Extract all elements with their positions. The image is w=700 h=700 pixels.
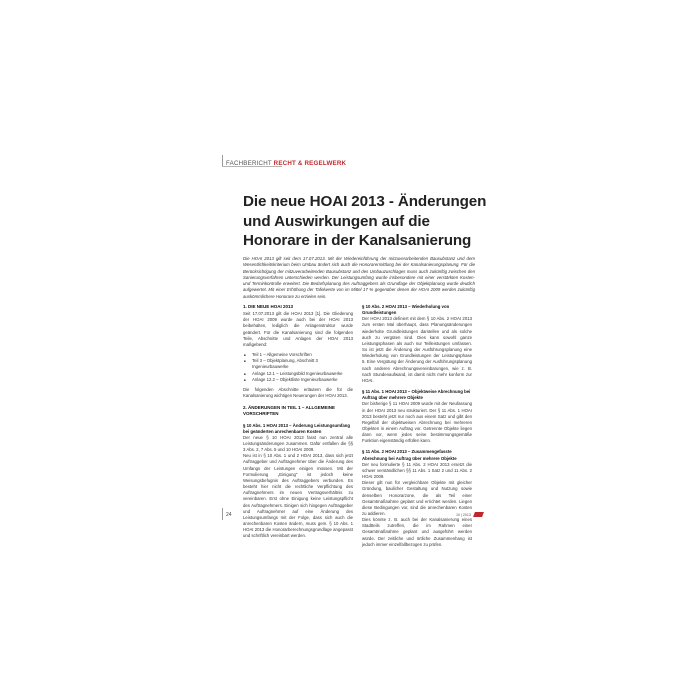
- paragraph: Dieser gilt nun für vergleichbare Objekte mit gleicher Gründung, baulicher Gestaltung und Nutzung sowie denselben Honorarzone, die als Teil einer Gesamtmaßnahme geplant und errichtet werden. Liegen diese Bedingungen vor, sind die anrechenbaren Kosten zu addieren.: [362, 480, 472, 516]
- list-item: ■ Anlage 12.2 – Objektliste Ingenieurbauwerke: [252, 377, 353, 383]
- bullet-list: [243, 352, 353, 383]
- subsection-heading: § 10 Abs. 1 HOAI 2013 – Änderung Leistungsumfang bei geänderten anrechenbaren Kosten: [243, 422, 351, 434]
- paragraph: Der neue § 10 HOAI 2013 fasst nun zentral alle Leistungsänderungen zusammen. Dafür entfallen die §§ 3 Abs. 2, 7 Abs. 5 und 10 HOAI 2009.: [243, 434, 353, 453]
- paragraph: Dies könnte z. B. auch bei der Kanalsanierung eines Stadtteils zutreffen, die im Rahmen einer Gesamtmaßnahme geplant und ausgeführt werden würde. Der zeitliche und örtliche Zusammenhang ist jedoch immer einzelfallbezogen zu prüfen.: [362, 517, 472, 547]
- section-kicker: [226, 160, 346, 167]
- paragraph: Die folgenden Abschnitte erläutern die für die Kanalsanierung wichtigen Neuerungen der HOAI 2013.: [243, 386, 353, 399]
- article-title: Die neue HOAI 2013 - Änderungen und Auswirkungen auf die Honorare in der Kanalsanierung: [243, 193, 487, 249]
- header-rule: [222, 155, 223, 166]
- paragraph: Der neu formulierte § 11 Abs. 2 HOAI 2013 ersetzt die schwer verständlichen §§ 11 Abs. 1 Satz 2 und 11 Abs. 2 HOAI 2009.: [362, 461, 472, 480]
- paragraph: Der bisherige § 11 HOAI 2009 wurde mit der Neufassung in der HOAI 2013 neu strukturiert. Der § 11 Abs. 1 HOAI 2013 besteht jetzt nur noch aus einem Satz und gibt den Regelfall der objektweisen Abrechnung bei mehreren Objekten in einem Auftrag vor. Getrennte Objekte liegen dann vor, wenn jedes seine bestimmungsgemäße Funktion eigenständig erfüllen kann.: [362, 401, 472, 444]
- subsection-label: RECHT & REGELWERK: [273, 160, 347, 167]
- article-lead: Die HOAI 2013 gilt seit dem 17.07.2013. Mit der Wiedereinführung der mitzuverarbeitenden Bausubstanz und dem Wesentlichkeitskriterium beim Umbau ändert sich auch die Honorarermittlung bei der Kanalsanierungsplanung. Für die Berücksichtigung der mitzuverarbeitenden Bausubstanz und des Umbauzuschlages muss auch zukünftig zwischen den Sanierungsverfahren unterschieden werden. Der Leistungsumfang wurde insbesondere mit einer verstärkten Kosten- und Terminkontrolle erweitert. Die Bedarfsplanung des Auftraggebers als Grundlage der Objektplanung wurde deutlich aufgewertet. Mit einer Erhöhung der Tafelwerte von im Mittel 17 % gegenüber denen der HOAI 2009 werden zukünftig auskömmlichere Honorare zu erzielen sein.: [243, 256, 475, 299]
- page-number: 24: [226, 512, 232, 518]
- list-item: ■ Teil 3 – Objektplanung, Abschnitt 3 Ingenieurbauwerke: [252, 358, 353, 370]
- list-item: ■ Teil 1 – Allgemeine Vorschriften: [252, 352, 353, 358]
- footer-issue: [456, 512, 483, 517]
- subsection-heading: § 11 Abs. 1 HOAI 2013 – Objektweise Abrechnung bei Auftrag über mehrere Objekte: [362, 389, 471, 401]
- text-column-left: [243, 304, 353, 539]
- footer-rule: [222, 508, 223, 520]
- list-item: ■ Anlage 12.1 – Leistungsbild Ingenieurbauwerke: [252, 371, 353, 377]
- subsection-heading: § 11 Abs. 2 HOAI 2013 – Zusammengefasste Abrechnung bei Auftrag über mehrere Objekte: [362, 449, 457, 461]
- section-heading-1: 1. DIE NEUE HOAI 2013: [243, 304, 294, 309]
- paragraph: Neu ist in § 10 Abs. 1 und 2 HOAI 2013, dass sich jetzt Auftraggeber und Auftragnehmer über die Änderung des Umfangs der Leistungen einigen müssen. Mit der Formulierung „Einigung" ist jedoch keine Weisungsbefugnis des Auftraggebers verbunden. Es besteht hier nicht die rechtliche Verpflichtung des Auftragnehmers im neuen Vertragsverhältnis zu vereinbaren. Erst ohne Einigung keine Leistungspflicht des Auftragnehmers. Einigen sich hingegen Auftraggeber und Auftragnehmer auf eine Änderung des Leistungsumfangs mit der Folge, dass sich auch die anrechenbaren Kosten ändern, muss gem. § 10 Abs. 1 HOAI 2013 die Honorarberechnungsgrundlage angepasst und schriftlich vereinbart werden.: [243, 453, 353, 539]
- paragraph: Der HOAI 2013 definiert mit dem § 10 Abs. 2 HOAI 2013 zum ersten Mal überhaupt, dass Planungsänderungen wiederholte Grundleistungen darstellen und als solche auch zu vergüten sind. Dies kann sowohl ganze Leistungsphasen als auch nur Teilleistungen umfassen. So ist jetzt die Änderung der Ausführungsplanung eine Wiederholung von Grundleistungen der Leistungsphase 5. Eine Vergütung der Änderung der Ausführungsplanung nach anderen Abrechnungsvereinbarungen, wie z. B. nach Stundenaufwand, ist damit nicht mehr konform zur HOAI.: [362, 316, 472, 383]
- section-label: FACHBERICHT: [226, 160, 272, 167]
- subsection-heading: § 10 Abs. 2 HOAI 2013 – Wiederholung von Grundleistungen: [362, 304, 450, 316]
- issue-label: 10 | 2013: [456, 512, 471, 517]
- paragraph: Seit 17.07.2013 gilt die HOAI 2013 [1]. Die Gliederung der HOAI 2009 wurde auch bei der HOAI 2013 beibehalten, lediglich die Anlagenstruktur wurde geändert. Für die Kanalsanierung sind die folgenden Teile, Abschnitte und Anlagen der HOAI 2013 maßgebend:: [243, 311, 353, 347]
- brand-logo-icon: [473, 512, 484, 517]
- section-heading-2: 2. ÄNDERUNGEN IN TEIL 1 – ALLGEMEINE VORSCHRIFTEN: [243, 405, 336, 417]
